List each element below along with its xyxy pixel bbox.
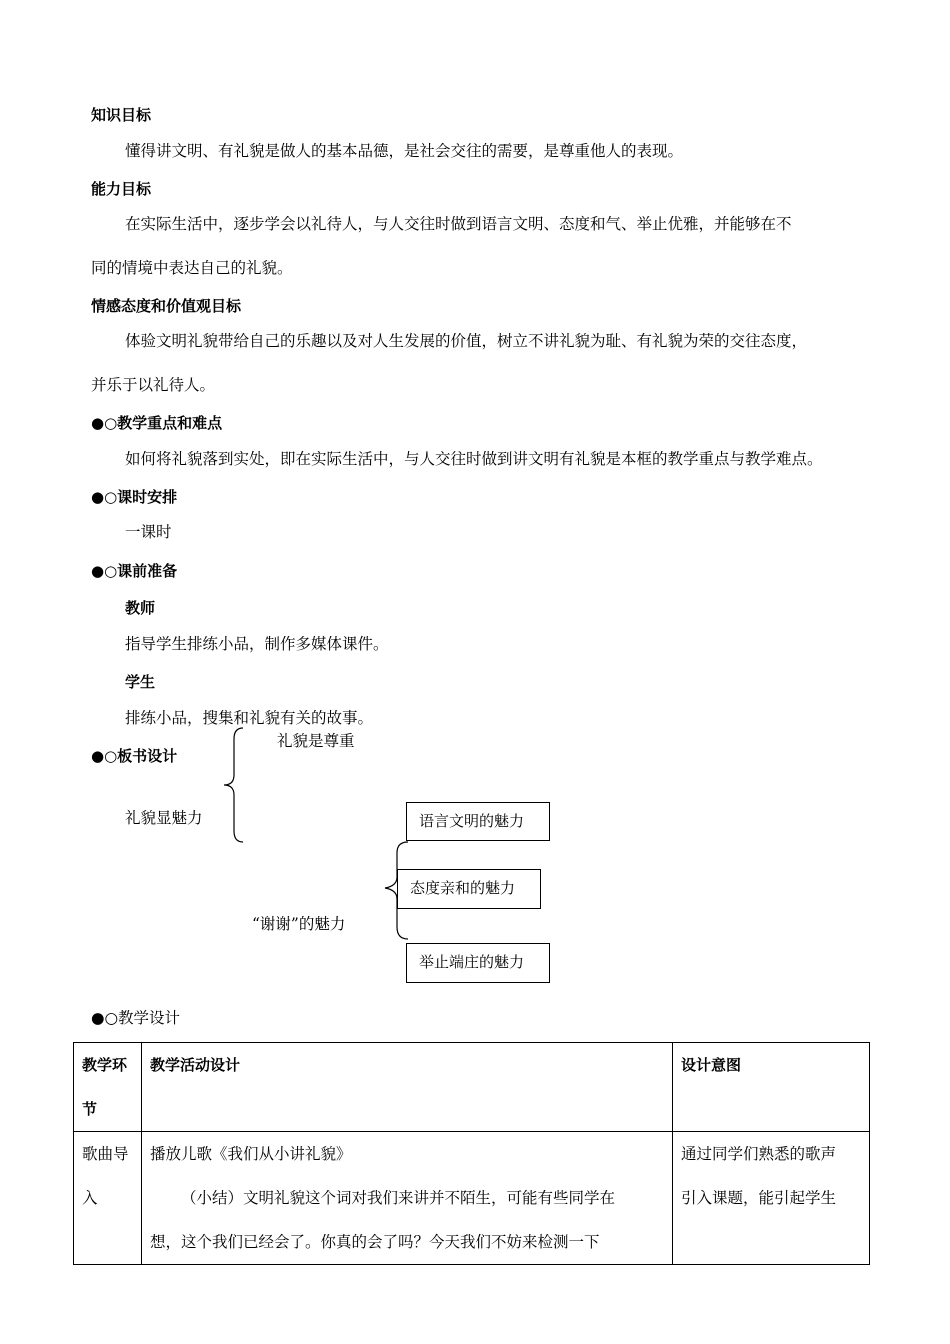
board-design-title: ●○板书设计 xyxy=(91,747,178,765)
row-intent-line2: 引入课题，能引起学生 xyxy=(681,1189,837,1207)
row-stage xyxy=(74,1132,142,1265)
table-header-row xyxy=(74,1043,870,1132)
preparation-title: ●○课前准备 xyxy=(91,562,178,580)
emotion-objective-text-line2: 并乐于以礼待人。 xyxy=(91,376,216,394)
knowledge-objective-title: 知识目标 xyxy=(91,106,152,124)
row-activity-line1: 播放儿歌《我们从小讲礼貌》 xyxy=(150,1145,352,1163)
header-intent: 设计意图 xyxy=(673,1043,870,1132)
emotion-objective-title: 情感态度和价值观目标 xyxy=(91,297,242,315)
student-title: 学生 xyxy=(125,673,156,691)
teacher-title: 教师 xyxy=(125,599,156,617)
key-points-title: ●○教学重点和难点 xyxy=(91,414,223,432)
schedule-text: 一课时 xyxy=(125,523,172,541)
ability-objective-text-line1: 在实际生活中，逐步学会以礼待人，与人交往时做到语言文明、态度和气、举止优雅，并能够在不 xyxy=(125,215,792,233)
row-activity xyxy=(142,1132,673,1265)
row-intent xyxy=(673,1132,870,1265)
board-branch-thanks: “谢谢”的魅力 xyxy=(252,915,346,933)
board-box-attitude: 态度亲和的魅力 xyxy=(397,869,541,909)
row-stage-line2: 入 xyxy=(82,1189,98,1207)
row-intent-line1: 通过同学们熟悉的歌声 xyxy=(681,1145,837,1163)
teaching-design-title: ●○教学设计 xyxy=(91,1009,181,1027)
board-root: 礼貌显魅力 xyxy=(125,809,203,827)
ability-objective-title: 能力目标 xyxy=(91,180,152,198)
header-stage xyxy=(74,1043,142,1132)
row-stage-line1: 歌曲导 xyxy=(82,1145,129,1163)
teaching-design-table xyxy=(73,1042,870,1265)
row-activity-line2: （小结）文明礼貌这个词对我们来讲并不陌生，可能有些同学在 xyxy=(181,1189,616,1207)
table-row xyxy=(74,1132,870,1265)
header-activity: 教学活动设计 xyxy=(142,1043,673,1132)
knowledge-objective-text: 懂得讲文明、有礼貌是做人的基本品德，是社会交往的需要，是尊重他人的表现。 xyxy=(125,142,684,160)
teacher-text: 指导学生排练小品，制作多媒体课件。 xyxy=(125,635,389,653)
board-branch-respect: 礼貌是尊重 xyxy=(277,732,355,750)
header-stage-line2: 节 xyxy=(82,1100,98,1118)
board-brace-large xyxy=(222,727,248,845)
key-points-text: 如何将礼貌落到实处，即在实际生活中，与人交往时做到讲文明有礼貌是本框的教学重点与教学难点。 xyxy=(125,450,823,468)
schedule-title: ●○课时安排 xyxy=(91,488,178,506)
student-text: 排练小品，搜集和礼貌有关的故事。 xyxy=(125,709,374,727)
ability-objective-text-line2: 同的情境中表达自己的礼貌。 xyxy=(91,259,293,277)
board-box-manner: 举止端庄的魅力 xyxy=(406,943,550,983)
header-stage-line1: 教学环 xyxy=(82,1056,128,1074)
row-activity-line3: 想，这个我们已经会了。你真的会了吗？今天我们不妨来检测一下 xyxy=(150,1233,600,1251)
emotion-objective-text-line1: 体验文明礼貌带给自己的乐趣以及对人生发展的价值，树立不讲礼貌为耻、有礼貌为荣的交往态度， xyxy=(125,332,808,350)
board-box-language: 语言文明的魅力 xyxy=(406,802,550,841)
